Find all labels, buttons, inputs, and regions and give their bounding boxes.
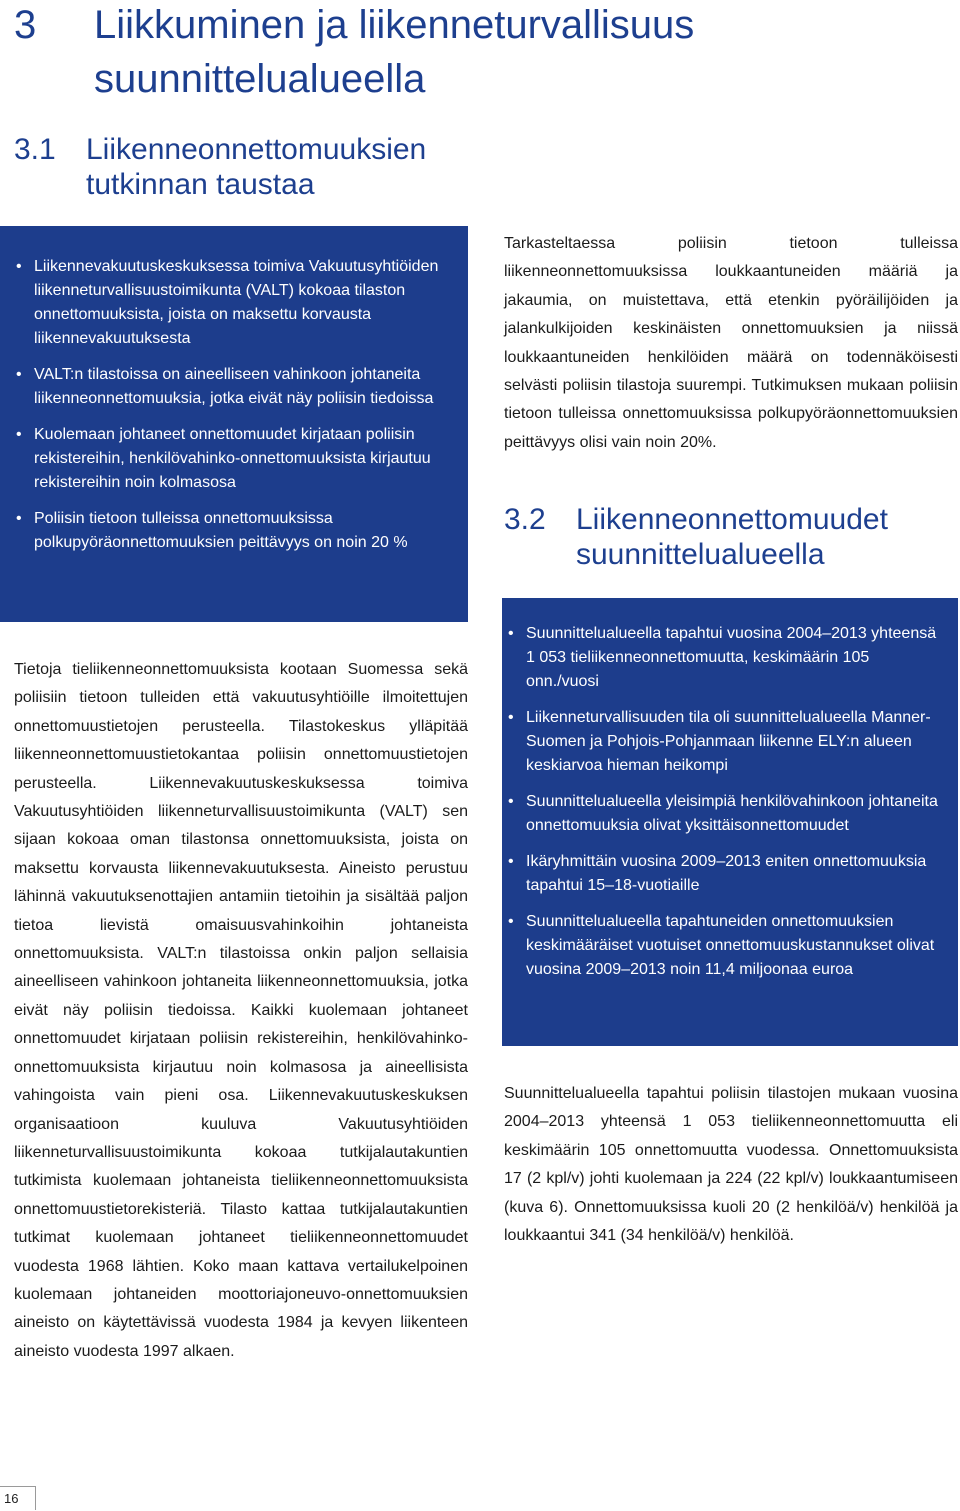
summary-item: • Liikenneturvallisuuden tila oli suunnittelualueella Manner-Suomen ja Pohjois-Pohjanmaan liikenne ELY:n alueen keskiarvoa hieman heikompi — [504, 706, 944, 778]
section-3-1-heading — [14, 132, 474, 202]
chapter-number: 3 — [14, 3, 37, 47]
summary-list-right — [504, 622, 944, 982]
summary-item: • Ikäryhmittäin vuosina 2009–2013 eniten onnettomuuksia tapahtui 15–18-vuotiaille — [504, 850, 944, 898]
summary-item: • Poliisin tietoon tulleissa onnettomuuksissa polkupyöräonnettomuuksien peittävyys on noin 20 % — [12, 507, 460, 555]
summary-box-left — [0, 226, 468, 622]
summary-item: • Liikennevakuutuskeskuksessa toimiva Vakuutusyhtiöiden liikenneturvallisuustoimikunta (VALT) kokoaa tilaston onnettomuuksista, joista on maksettu korvausta liikennevakuutuksesta — [12, 255, 460, 351]
page-number: 16 — [0, 1486, 36, 1510]
right-intro-text: Tarkasteltaessa poliisin tietoon tulleissa liikenneonnettomuuksissa loukkaantuneiden määriä ja jakaumia, on muistettava, että etenkin pyöräilijöiden ja jalankulkijoiden keskinäisten onnettomuuksien ja niissä loukkaantuneiden henkilöiden määrä on todennäköisesti selvästi poliisin tilastoja suurempi. Tutkimuksen mukaan poliisin tietoon tulleissa onnettomuuksissa polkupyöräonnettomuuksien peittävyys olisi vain noin 20%. — [504, 235, 958, 451]
section-3-2-number: 3.2 — [504, 503, 546, 536]
chapter-title: Liikkuminen ja liikenneturvallisuus suunnittelualueella — [94, 3, 695, 101]
summary-item: • Kuolemaan johtaneet onnettomuudet kirjataan poliisin rekistereihin, henkilövahinko-onnettomuuksista kirjautuu rekistereihin noin kolmasosa — [12, 423, 460, 495]
section-3-2-title: Liikenneonnettomuudet suunnittelualueella — [576, 503, 888, 571]
summary-box-right — [502, 598, 958, 1046]
left-body-text: Tietoja tieliikenneonnettomuuksista kootaan Suomessa sekä poliisiin tietoon tulleiden että vakuutusyhtiöille ilmoitettujen onnettomuustietojen perusteella. Tilastokeskus ylläpitää liikenneonnettomuustietokantaa poliisin onnettomuustietojen perusteella. Liikennevakuutuskeskuksessa toimiva Vakuutusyhtiöiden liikenneturvallisuustoimikunta (VALT) sen sijaan kokoaa oman tilastonsa onnettomuuksista, joista on maksettu korvausta liikennevakuutuksesta. Aineisto perustuu lähinnä vakuutuksenottajien antamiin tietoihin ja sisältää paljon tietoa lievistä omaisuusvahinkoihin johtaneista onnettomuuksista. VALT:n tilastoissa onkin paljon sellaisia aineelliseen vahinkoon johtaneita liikenneonnettomuuksia, jotka eivät näy poliisin tiedoissa. Kaikki kuolemaan johtaneet onnettomuudet kirjataan poliisin rekistereihin, henkilövahinko-onnettomuuksista kirjautuu noin kolmasosa ja aineellisista vahingoista vain pieni osa. Liikennevakuutuskeskuksen organisaatioon kuuluva Vakuutusyhtiöiden liikenneturvallisuustoimikunta kokoaa tutkijalautakuntien tutkimista kuolemaan johtaneista tieliikenneonnettomuuksista onnettomuustietorekisteriä. Tilasto kattaa tutkijalautakuntien tutkimat kuolemaan johtaneet tieliikenneonnettomuudet vuodesta 1968 lähtien. Koko maan kattava vertailukelpoinen kuolemaan johtaneiden moottoriajoneuvo-onnettomuuksien aineisto on käytettävissä vuodesta 1984 ja kevyen liikenteen aineisto vuodesta 1997 alkaen. — [14, 661, 468, 1360]
summary-item: • Suunnittelualueella tapahtui vuosina 2004–2013 yhteensä 1 053 tieliikenneonnettomuutta, keskimäärin 105 onn./vuosi — [504, 622, 944, 694]
chapter-heading — [14, 0, 914, 106]
summary-item: • Suunnittelualueella tapahtuneiden onnettomuuksien keskimääräiset vuotuiset onnettomuuskustannukset olivat vuosina 2009–2013 noin 11,4 miljoonaa euroa — [504, 910, 944, 982]
summary-item: • VALT:n tilastoissa on aineelliseen vahinkoon johtaneita liikenneonnettomuuksia, jotka eivät näy poliisin tiedoissa — [12, 363, 460, 411]
right-body-text: Suunnittelualueella tapahtui poliisin tilastojen mukaan vuosina 2004–2013 yhteensä 1 053 tieliikenneonnettomuutta eli keskimäärin 105 onnettomuutta vuodessa. Onnettomuuksista 17 (2 kpl/v) johti kuolemaan ja 224 (22 kpl/v) loukkaantumiseen (kuva 6). Onnettomuuksissa kuoli 20 (2 henkilöä/v) henkilöä ja loukkaantui 341 (34 henkilöä/v) henkilöä. — [504, 1085, 958, 1245]
section-3-1-number: 3.1 — [14, 133, 56, 166]
summary-item: • Suunnittelualueella yleisimpiä henkilövahinkoon johtaneita onnettomuuksia olivat yksittäisonnettomuudet — [504, 790, 944, 838]
section-3-1-title: Liikenneonnettomuuksien tutkinnan taustaa — [86, 133, 427, 201]
section-3-2-heading — [504, 502, 960, 572]
summary-list-left — [12, 255, 460, 555]
